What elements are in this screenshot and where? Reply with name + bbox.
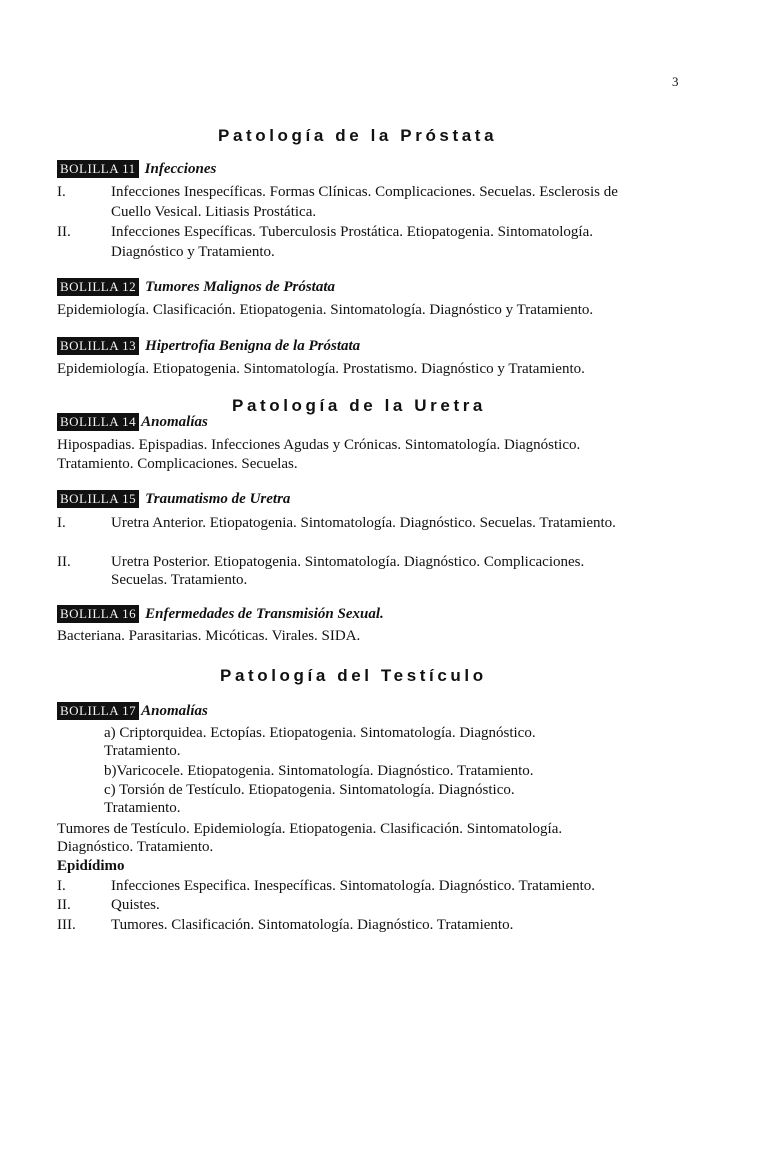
bolilla-title: Traumatismo de Uretra (145, 491, 291, 507)
bolilla-badge: BOLILLA 13 (57, 337, 139, 355)
list-item: II. Uretra Posterior. Etiopatogenia. Sintomatología. Diagnóstico. Complicaciones. (57, 554, 585, 570)
bolilla-title: Enfermedades de Transmisión Sexual. (145, 606, 384, 622)
bolilla-badge: BOLILLA 17 (57, 702, 139, 720)
list-item: II. Infecciones Específicas. Tuberculosis Prostática. Etiopatogenia. Sintomatología. (57, 224, 593, 240)
bolilla-text: Epidemiología. Etiopatogenia. Sintomatología. Prostatismo. Diagnóstico y Tratamiento. (57, 361, 585, 377)
section-title-testiculo: Patología del Testículo (220, 666, 487, 685)
bolilla-title: Anomalías (141, 703, 208, 719)
bolilla-text: Epidemiología. Clasificación. Etiopatogenia. Sintomatología. Diagnóstico y Tratamiento. (57, 302, 594, 318)
bolilla-badge: BOLILLA 16 (57, 605, 139, 623)
bolilla-badge: BOLILLA 12 (57, 278, 139, 296)
bolilla-15-header (57, 490, 290, 508)
section-title-uretra: Patología de la Uretra (232, 396, 486, 415)
bolilla-badge: BOLILLA 14 (57, 413, 139, 431)
list-item: I. Uretra Anterior. Etiopatogenia. Sintomatología. Diagnóstico. Secuelas. Tratamiento. (57, 515, 616, 531)
bolilla-11-header (57, 160, 216, 178)
bolilla-badge: BOLILLA 11 (57, 160, 139, 178)
bolilla-14-header (57, 413, 208, 431)
tumores-text: Tumores de Testículo. Epidemiología. Etiopatogenia. Clasificación. Sintomatología. (57, 821, 563, 837)
bolilla-text: Hipospadias. Epispadias. Infecciones Agudas y Crónicas. Sintomatología. Diagnóstico. (57, 437, 581, 453)
sub-item-continuation: Tratamiento. (104, 743, 181, 759)
bolilla-title: Tumores Malignos de Próstata (145, 279, 336, 295)
bolilla-title: Infecciones (144, 161, 217, 177)
bolilla-16-header (57, 605, 384, 623)
bolilla-17-header (57, 702, 208, 720)
list-item: III. Tumores. Clasificación. Sintomatología. Diagnóstico. Tratamiento. (57, 917, 514, 933)
list-item: II. Quistes. (57, 897, 160, 913)
bolilla-13-header (57, 337, 360, 355)
section-title-prostata: Patología de la Próstata (218, 126, 498, 145)
bolilla-text: Bacteriana. Parasitarias. Micóticas. Virales. SIDA. (57, 628, 361, 644)
sub-item-continuation: Tratamiento. (104, 800, 181, 816)
bolilla-12-header (57, 278, 335, 296)
bolilla-title: Anomalías (141, 414, 208, 430)
sub-item: c) Torsión de Testículo. Etiopatogenia. Sintomatología. Diagnóstico. (104, 782, 515, 798)
sub-item: b)Varicocele. Etiopatogenia. Sintomatología. Diagnóstico. Tratamiento. (104, 763, 534, 779)
bolilla-badge: BOLILLA 15 (57, 490, 139, 508)
sub-item: a) Criptorquidea. Ectopías. Etiopatogenia. Sintomatología. Diagnóstico. (104, 725, 536, 741)
tumores-text: Diagnóstico. Tratamiento. (57, 839, 214, 855)
list-item: I. Infecciones Especifica. Inespecíficas. Sintomatología. Diagnóstico. Tratamiento. (57, 878, 596, 894)
epididimo-heading: Epidídimo (57, 858, 125, 874)
list-item-continuation: Secuelas. Tratamiento. (111, 572, 248, 588)
list-item-continuation: Cuello Vesical. Litiasis Prostática. (111, 204, 317, 220)
list-item-continuation: Diagnóstico y Tratamiento. (111, 244, 275, 260)
page-number: 3 (672, 74, 679, 89)
list-item: I. Infecciones Inespecíficas. Formas Clínicas. Complicaciones. Secuelas. Esclerosis de (57, 184, 618, 200)
bolilla-text: Tratamiento. Complicaciones. Secuelas. (57, 456, 298, 472)
bolilla-title: Hipertrofia Benigna de la Próstata (145, 338, 361, 354)
